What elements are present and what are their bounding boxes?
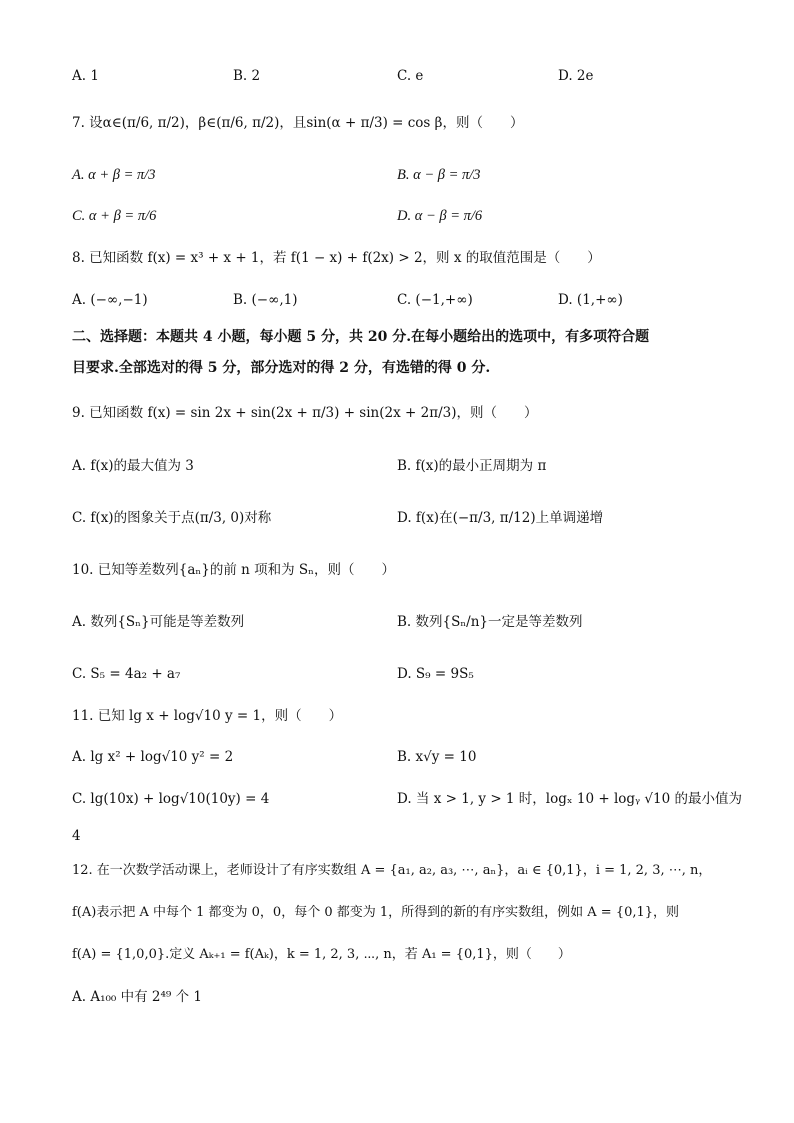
q8-option-c: C. (−1,+∞) — [397, 292, 473, 308]
q6-option-a: A. 1 — [72, 68, 99, 84]
q12-stem-line2: f(A)表示把 A 中每个 1 都变为 0，0，每个 0 都变为 1，所得到的新的有序实数组，例如 A = {0,1}，则 — [72, 905, 680, 920]
q9-option-a: A. f(x)的最大值为 3 — [72, 458, 194, 474]
q12-stem-line3: f(A) = {1,0,0}.定义 Aₖ₊₁ = f(Aₖ)，k = 1, 2, 3, ⋯, n，若 A₁ = {0,1}，则（ ） — [72, 947, 571, 962]
q10-option-b: B. 数列{Sₙ/n}一定是等差数列 — [397, 614, 583, 630]
q7-option-d: D. α − β = π/6 — [397, 208, 483, 224]
q9-stem: 9. 已知函数 f(x) = sin 2x + sin(2x + π/3) + sin(2x + 2π/3)，则（ ） — [72, 405, 538, 421]
q8-stem: 8. 已知函数 f(x) = x³ + x + 1，若 f(1 − x) + f(2x) > 2，则 x 的取值范围是（ ） — [72, 250, 601, 266]
section-heading-line2: 目要求.全部选对的得 5 分，部分选对的得 2 分，有选错的得 0 分. — [72, 360, 491, 376]
q8-option-a: A. (−∞,−1) — [72, 292, 148, 308]
q10-option-c: C. S₅ = 4a₂ + a₇ — [72, 666, 181, 682]
q10-option-d: D. S₉ = 9S₅ — [397, 666, 474, 682]
section-heading-line1: 二、选择题：本题共 4 小题，每小题 5 分，共 20 分.在每小题给出的选项中，有多项符合题 — [72, 329, 650, 345]
q7-option-c: C. α + β = π/6 — [72, 208, 157, 224]
q7-option-b: B. α − β = π/3 — [397, 167, 481, 183]
q8-option-b: B. (−∞,1) — [233, 292, 298, 308]
q8-option-d: D. (1,+∞) — [558, 292, 623, 308]
q11-option-c: C. lg(10x) + log√10(10y) = 4 — [72, 791, 270, 807]
q10-option-a: A. 数列{Sₙ}可能是等差数列 — [72, 614, 245, 630]
q11-option-b: B. x√y = 10 — [397, 749, 477, 765]
q6-option-b: B. 2 — [233, 68, 261, 84]
q7-stem: 7. 设α∈(π/6, π/2)，β∈(π/6, π/2)，且sin(α + π/3) = cos β，则（ ） — [72, 115, 524, 131]
q7-option-a: A. α + β = π/3 — [72, 167, 156, 183]
q9-option-b: B. f(x)的最小正周期为 π — [397, 458, 547, 474]
q11-option-d-continuation: 4 — [72, 828, 81, 844]
q10-stem: 10. 已知等差数列{aₙ}的前 n 项和为 Sₙ，则（ ） — [72, 562, 395, 578]
q11-option-d: D. 当 x > 1, y > 1 时，logₓ 10 + logᵧ √10 的最小值为 — [397, 791, 743, 807]
q9-option-d: D. f(x)在(−π/3, π/12)上单调递增 — [397, 510, 604, 526]
q12-option-a: A. A₁₀₀ 中有 2⁴⁹ 个 1 — [72, 989, 202, 1005]
q12-stem-line1: 12. 在一次数学活动课上，老师设计了有序实数组 A = {a₁, a₂, a₃, ⋯, aₙ}，aᵢ ∈ {0,1}，i = 1, 2, 3, ⋯, n， — [72, 863, 712, 878]
q9-option-c: C. f(x)的图象关于点(π/3, 0)对称 — [72, 510, 272, 526]
q6-option-d: D. 2e — [558, 68, 594, 84]
q11-option-a: A. lg x² + log√10 y² = 2 — [72, 749, 234, 765]
q11-stem: 11. 已知 lg x + log√10 y = 1，则（ ） — [72, 708, 343, 724]
q6-option-c: C. e — [397, 68, 424, 84]
